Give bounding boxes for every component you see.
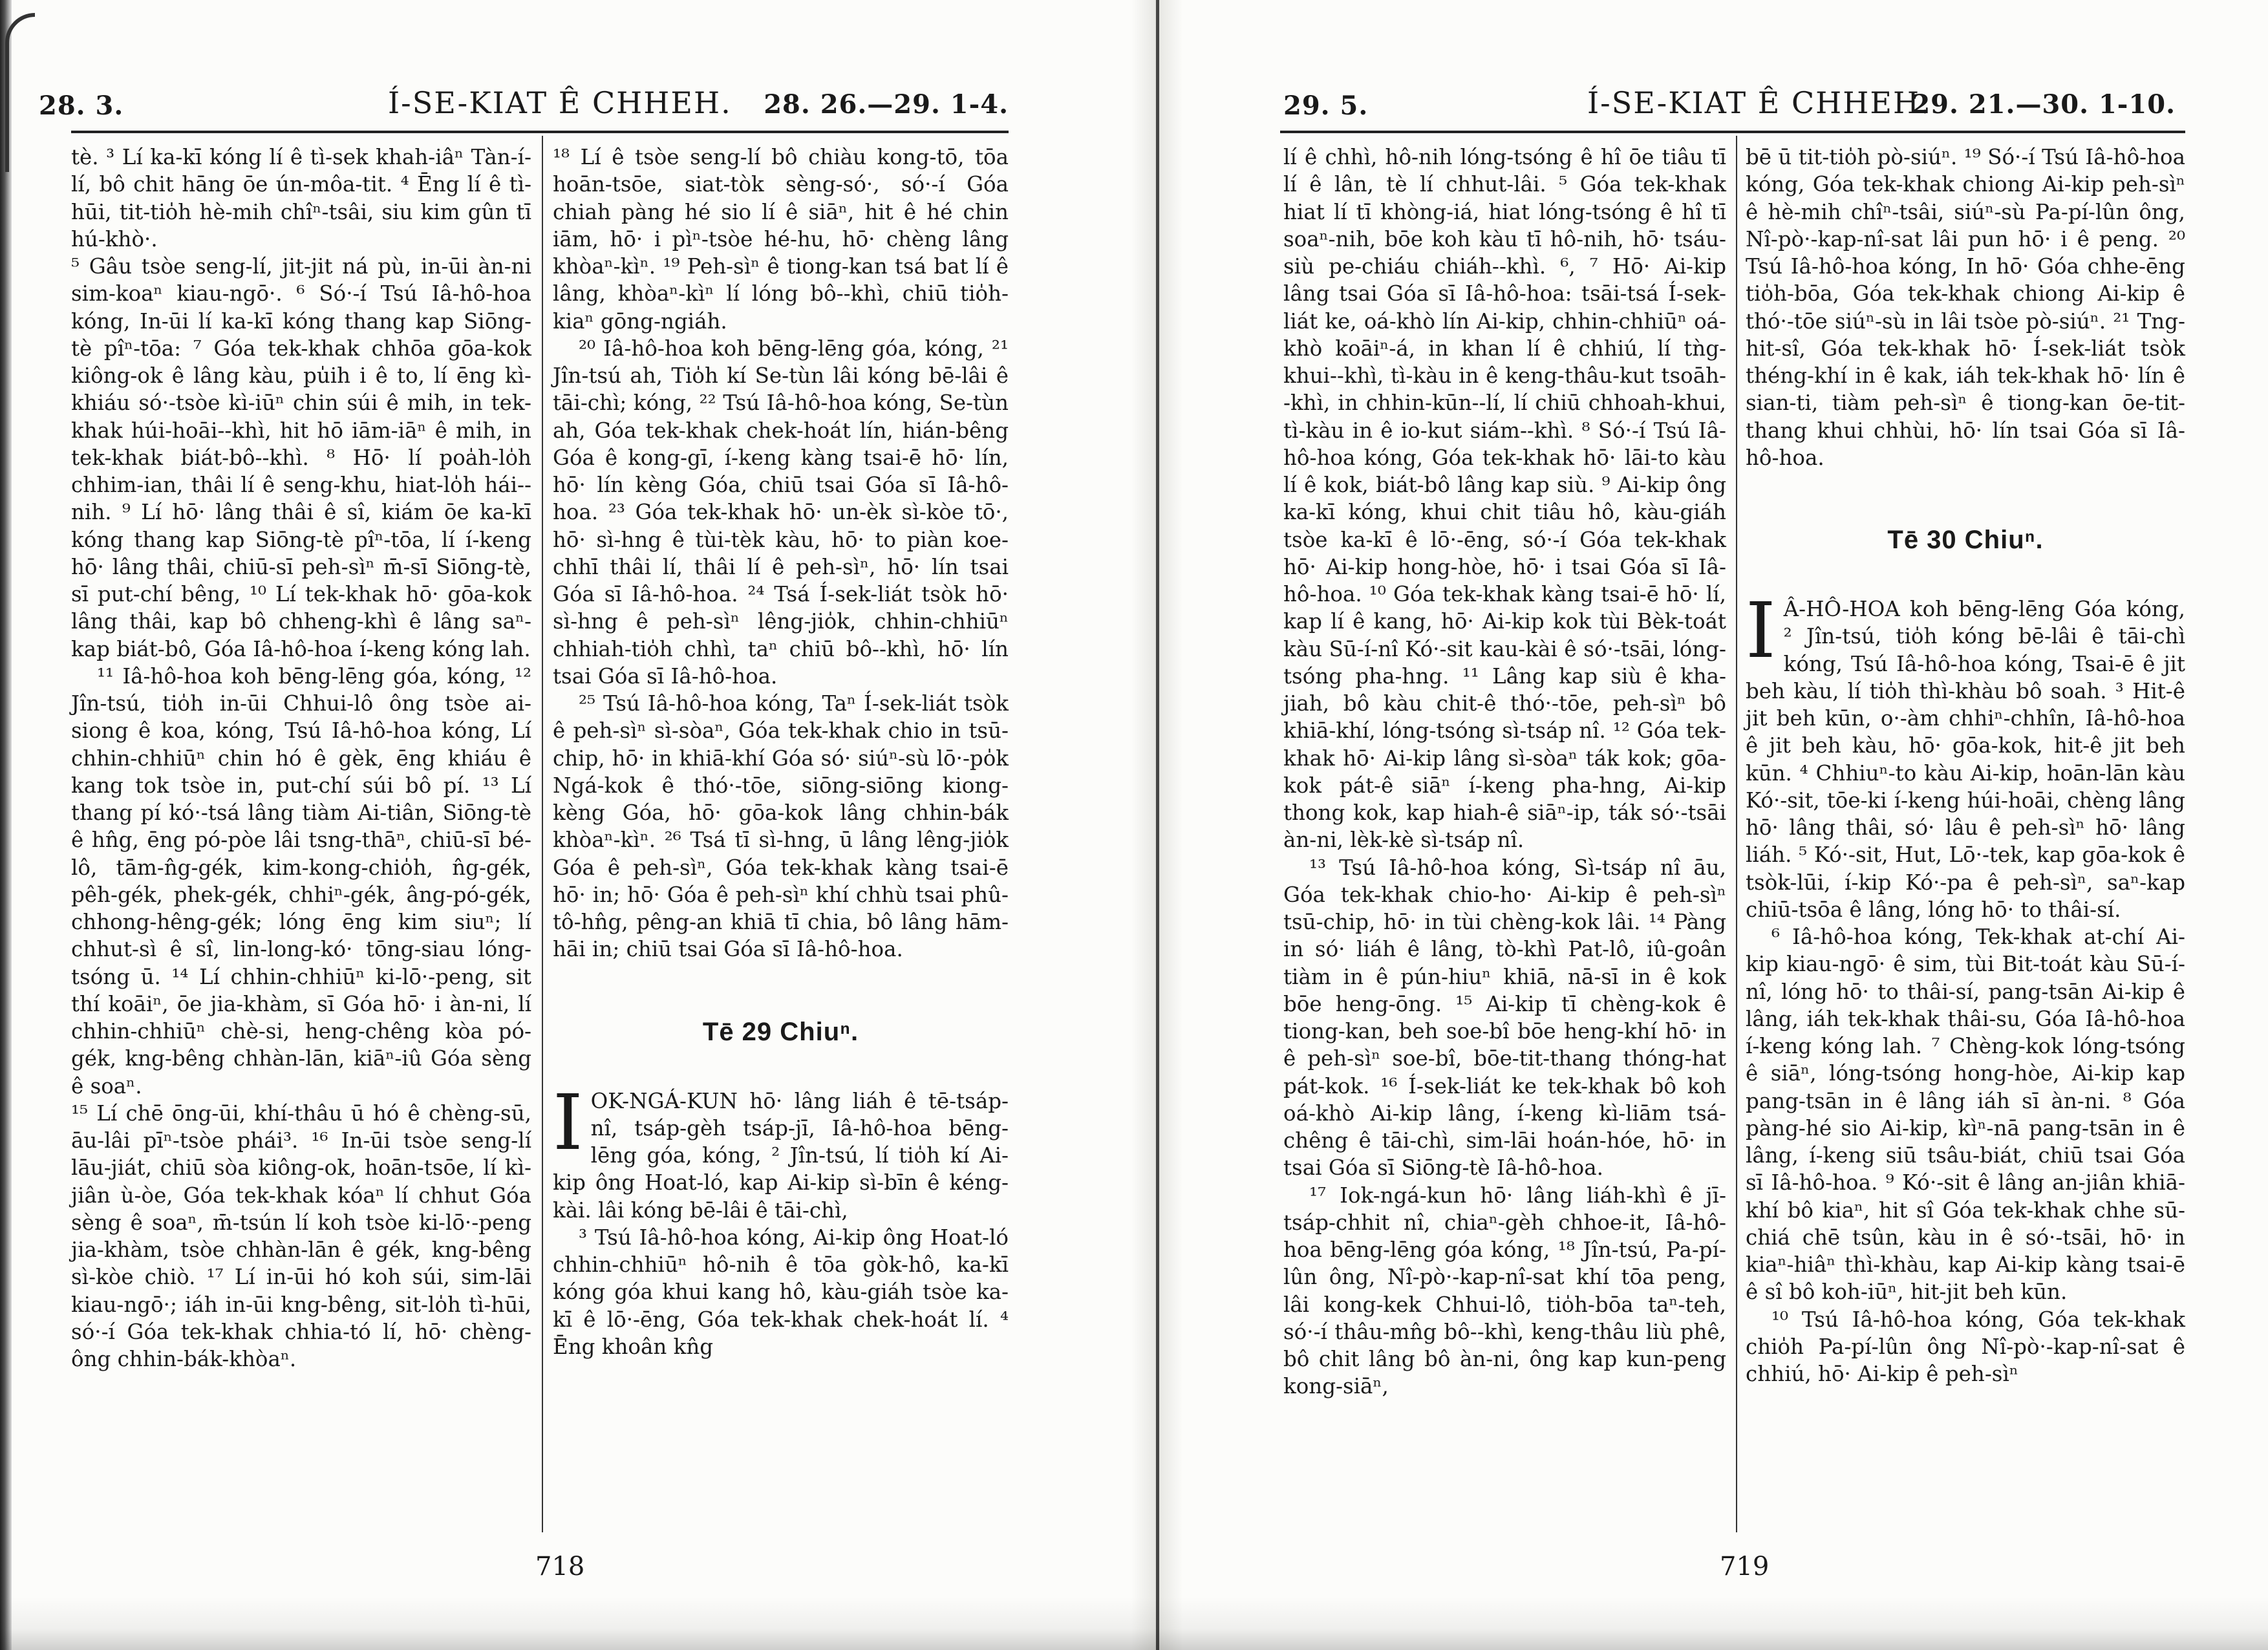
right-header-rule [1280,131,2185,133]
left-header-rule [71,131,1009,133]
verse-paragraph: Â-HÔ-HOA koh bēng-lēng Góa kóng, ² Jîn-tsú, tio̍h kóng bē-lâi ê tāi-chì kóng, Tsú Iâ-hô-hoa kóng, Tsai-ē ê jit beh kàu, lí tio̍h thì-khàu bô soah. ³ Hit-ê jit beh kūn, o·-àm chhiⁿ-chhîn, Iâ-hô-hoa ê jit beh kàu, hō· gōa-kok, hit-ê jit beh kūn. ⁴ Chhiuⁿ-to kàu Ai-kip, hoān-lān kàu Kó·-sit, tōe-ki í-keng húi-hoāi, chèng lâng hō· lâng thâi, só· lâu ê peh-sìⁿ hō· lâng liáh. ⁵ Kó·-sit, Hut, Lō·-tek, kap gōa-kok ê tsòk-lūi, í-kip Kó·-pa ê peh-sìⁿ, saⁿ-kap chiū-tsōa ê lâng, lóng hō· to thâi-sí. [1746,597,2185,922]
right-header-ref-right: 29. 21.—30. 1-10. [1912,89,2176,120]
verse-paragraph: ²⁵ Tsú Iâ-hô-hoa kóng, Taⁿ Í-sek-liát tsòk ê peh-sìⁿ sì-sòaⁿ, Góa tek-khak chio in tsū-chip, hō· in khiā-khí Góa só· siúⁿ-sù lō·-po̍k Ngá-kok ê thó·-tōe, siōng-siōng kiong-kèng Góa, hō· gōa-kok lâng chhin-bák khòaⁿ-kìⁿ. ²⁶ Tsá tī sì-hng, ū lâng lêng-jio̍k Góa ê peh-sìⁿ, Góa tek-khak kàng tsai-ē hō· in; hō· Góa ê peh-sìⁿ khí chhù tsai phû-tô-hn̂g, pêng-an khiā tī chia, bô lâng hām-hāi in; chiū tsai Góa sī Iâ-hô-hoa. [553,691,1009,962]
left-page [0,0,1131,1650]
verse-paragraph: ¹⁸ Lí ê tsòe seng-lí bô chiàu kong-tō, tōa hoān-tsōe, siat-tòk sèng-só·, só·-í Góa chiah pàng hé sio lí ê siāⁿ, hit ê hé chin iām, hō· i pìⁿ-tsòe hé-hu, hō· chèng lâng khòaⁿ-kìⁿ. ¹⁹ Peh-sìⁿ ê tiong-kan tsá bat lí ê lâng, khòaⁿ-kìⁿ lí lóng bô--khì, chiū tio̍h-kiaⁿ gōng-ngiáh. [553,145,1009,334]
verse-paragraph: ⁶ Iâ-hô-hoa kóng, Tek-khak at-chí Ai-kip kiau-ngō· ê sim, tùi Bit-toát kàu Sū-í-nî, lóng hō· to thâi-sí, pang-tsān Ai-kip ê lâng, iáh tek-khak thâi-su, Góa Iâ-hô-hoa í-keng kóng lah. ⁷ Chèng-kok lóng-tsóng ê siāⁿ, lóng-tsóng hong-hòe, Ai-kip kap pang-tsān in ê lâng iáh sī àn-ni. ⁸ Góa pàng-hé sio Ai-kip, kìⁿ-nā pang-tsān in ê lâng, í-keng siū tsâu-biát, chiū tsai Góa sī Iâ-hô-hoa. ⁹ Kó·-sit ê lâng an-jiân khiā-khí bô kiaⁿ, hit sî Góa tek-khak chhe sū-chiá chē tsûn, kàu in ê só·-tsāi, hō· in kiaⁿ-hiâⁿ thì-khàu, kap Ai-kip kàng tsai-ē ê sî bô koh-iūⁿ, hit-jit beh kūn. [1746,925,2185,1305]
verse-paragraph: tè. ³ Lí ka-kī kóng lí ê tì-sek khah-iâⁿ Tàn-í-lí, bô chit hāng ōe ún-môa-tit. ⁴ Ēng lí ê tì-hūi, tit-tio̍h hè-mih chîⁿ-tsâi, siu kim gûn tī hú-khò·. [71,145,531,252]
right-page-header [1283,78,2176,129]
verse-paragraph: lí ê chhì, hô-nih lóng-tsóng ê hî ōe tiâu tī lí ê lân, tè lí chhut-lâi. ⁵ Góa tek-khak hiat lí tī khòng-iá, hiat lóng-tsóng ê hî tī soaⁿ-nih, bōe koh kàu tī hô-nih, hō· tsáu-siù pe-chiáu chiáh--khì. ⁶, ⁷ Hō· Ai-kip lâng tsai Góa sī Iâ-hô-hoa: tsāi-tsá Í-sek-liát ke, oá-khò lín Ai-kip, chhin-chhiūⁿ oá-khò koāiⁿ-á, in khan lí ê chhiú, lí tǹg-khui--khì, tì-kàu in ê keng-thâu-kut tsoāh--khì, in chhin-kūn--lí, lí chiū chhoah-khui, tì-kàu in ê io-kut siám--khì. ⁸ Só·-í Tsú Iâ-hô-hoa kóng, Góa tek-khak hō· lāi-to kàu lí ê kok, biát-bô lâng kap siù. ⁹ Ai-kip ông ka-kī kóng, khui chit tiâu hô, kàu-giáh tsòe ka-kī ê lō·-ēng, só·-í Góa tek-khak hō· Ai-kip hong-hòe, hō· i tsai Góa sī Iâ-hô-hoa. ¹⁰ Góa tek-khak kàng tsai-ē hō· lí, kap lí ê kang, hō· Ai-kip kok tùi Bèk-toát kàu Sū-í-nî Kó·-sit kau-kài ê só·-tsāi, lóng-tsóng pha-hng. ¹¹ Lâng kap siù ê kha-jiah, bô kàu chit-ê thó·-tōe, peh-sìⁿ bô khiā-khí, lóng-tsóng sì-tsáp nî. ¹² Góa tek-khak hō· Ai-kip lâng sì-sòaⁿ ták kok; gōa-kok pát-ê siāⁿ í-keng pha-hng, Ai-kip thong kok, kap hiah-ê siāⁿ-ip, ták só·-tsāi àn-ni, lèk-kè sì-tsáp nî. [1283,145,1726,853]
chapter-29-title: Tē 29 Chiuⁿ. [702,1017,859,1046]
chapter-29-dropcap: I [553,1077,583,1167]
right-column-2 [1746,144,2185,1388]
left-column-2 [553,144,1009,1360]
verse-paragraph: ¹³ Tsú Iâ-hô-hoa kóng, Sì-tsáp nî āu, Góa tek-khak chio-ho· Ai-kip ê peh-sìⁿ tsū-chip, hō· in tùi chèng-kok lâi. ¹⁴ Pàng in só· liáh ê lâng, tò-khì Pat-lô, iû-goân tiàm in ê pún-hiuⁿ khiā, nā-sī in ê kok bōe heng-ōng. ¹⁵ Ai-kip tī chèng-kok ê tiong-kan, beh soe-bî bōe heng-khí hō· in ê peh-sìⁿ soe-bî, bōe-tit-thang thóng-hat pát-kok. ¹⁶ Í-sek-liát ke tek-khak bô koh oá-khò Ai-kip lâng, í-keng kì-liām tsá-chêng ê tāi-chì, sim-lāi hoán-hóe, hō· in tsai Góa sī Siōng-tè Iâ-hô-hoa. [1283,855,1726,1181]
left-page-header [39,78,1009,129]
verse-paragraph: ¹⁰ Tsú Iâ-hô-hoa kóng, Góa tek-khak chio̍h Pa-pí-lûn ông Nî-pò·-kap-nî-sat ê chhiú, hō· Ai-kip ê peh-sìⁿ [1746,1307,2185,1386]
right-header-title: Í-SE-KIAT Ê CHHEH. [1587,85,1931,120]
verse-paragraph: ²⁰ Iâ-hô-hoa koh bēng-lēng góa, kóng, ²¹ Jîn-tsú ah, Tio̍h kí Se-tùn lâi kóng bē-lâi ê tāi-chì; kóng, ²² Tsú Iâ-hô-hoa kóng, Se-tùn ah, Góa tek-khak chek-hoát lín, hián-bêng Góa ê kong-gī, í-keng kàng tsai-ē hō· lín, hō· lín kèng Góa, chiū tsai Góa sī Iâ-hô-hoa. ²³ Góa tek-khak hō· un-èk sì-kòe tō·, hō· sì-hng ê tùi-tèk kàu, hō· to piàn koe-chhī thâi lí, thâi lí ê peh-sìⁿ, hō· lín tsai Góa sī Iâ-hô-hoa. ²⁴ Tsá Í-sek-liát tsòk hō· sì-hng ê peh-sìⁿ lêng-jio̍k, chhin-chhiūⁿ chhiah-tio̍h chhì, taⁿ chiū bô--khì, hō· lín tsai Góa sī Iâ-hô-hoa. [553,336,1009,689]
right-column-1 [1283,144,1726,1400]
verse-paragraph: ³ Tsú Iâ-hô-hoa kóng, Ai-kip ông Hoat-ló chhin-chhiūⁿ hô-nih ê tōa gòk-hô, ka-kī kóng góa khui kang hô, kàu-giáh tsòe ka-kī ê lō·-ēng, Góa tek-khak chek-hoát lí. ⁴ Ēng khoân kn̂g [553,1225,1009,1359]
verse-paragraph: ¹⁷ Iok-ngá-kun hō· lâng liáh-khì ê jī-tsáp-chhit nî, chiaⁿ-gèh chhoe-it, Iâ-hô-hoa bēng-lēng góa kóng, ¹⁸ Jîn-tsú, Pa-pí-lûn ông, Nî-pò·-kap-nî-sat khí tōa peng, lâi kong-kek Chhui-lô, tio̍h-bōa taⁿ-teh, só·-í thâu-mn̂g bô--khì, keng-thâu liù phê, bô chit lâng bô àn-ni, ông kap kun-peng kong-siāⁿ, [1283,1183,1726,1399]
verse-paragraph: ⁵ Gâu tsòe seng-lí, jit-jit ná pù, in-ūi àn-ni sim-koaⁿ kiau-ngō·. ⁶ Só·-í Tsú Iâ-hô-hoa kóng, In-ūi lí ka-kī kóng thang kap Siōng-tè pîⁿ-tōa: ⁷ Góa tek-khak chhōa gōa-kok kiông-ok ê lâng kàu, pu̍ih i ê to, lí ēng kì-khiáu só·-tsòe kì-iūⁿ chin súi ê mi̍h, in tek-khak húi-hoāi--khì, hit hō iām-iāⁿ ê mi̍h, in tek-khak biát-bô--khì. ⁸ Hō· lí poa̍h-lo̍h chhim-ian, thâi lí ê seng-khu, hiat-lo̍h hái--nih. ⁹ Lí hō· lâng thâi ê sî, kiám ōe ka-kī kóng thang kap Siōng-tè pîⁿ-tōa, lí í-keng hō· lâng thâi, chiū-sī peh-sìⁿ m̄-sī Siōng-tè, sī put-chí bêng, ¹⁰ Lí tek-khak hō· gōa-kok lâng thâi, kap bô chheng-khì ê lâng saⁿ-kap biát-bô, Góa Iâ-hô-hoa í-keng kóng lah. [71,254,531,661]
left-column-divider [542,136,543,1532]
right-page [1183,0,2268,1650]
right-column-divider [1736,136,1737,1532]
gutter-binding-line [1156,0,1159,1650]
verse-paragraph: ¹¹ Iâ-hô-hoa koh bēng-lēng góa, kóng, ¹² Jîn-tsú, tio̍h in-ūi Chhui-lô ông tsòe ai-siong ê koa, kóng, Tsú Iâ-hô-hoa kóng, Lí chhin-chhiūⁿ chin hó ê gèk, ēng khiáu ê kang tok tsòe in, put-chí súi bô pí. ¹³ Lí thang pí kó·-tsá lâng tiàm Ai-tiân, Siōng-tè ê hn̂g, ēng pó-pòe lâi tsng-thāⁿ, chiū-sī bé-lô, tām-n̂g-gék, kim-kong-chio̍h, n̂g-gék, pêh-gék, phek-gék, chhiⁿ-gék, âng-pó-gék, chhong-hêng-gék; lóng ēng kim siuⁿ; lí chhut-sì ê sî, lin-long-kó· tōng-siau lóng-tsóng ū. ¹⁴ Lí chhin-chhiūⁿ ki-lō·-peng, sit thí koāiⁿ, ōe jia-khàm, sī Góa hō· i àn-ni, lí chhin-chhiūⁿ chè-si, heng-chêng kòa pó-gék, kng-bêng chhàn-lān, kiāⁿ-iû Góa sèng ê soaⁿ. [71,663,531,1098]
right-page-number: 719 [1720,1552,1770,1581]
verse-paragraph: OK-NGÁ-KUN hō· lâng liáh ê tē-tsáp-nî, tsáp-gèh tsáp-jī, Iâ-hô-hoa bēng-lēng góa, kóng, ² Jîn-tsú, lí tio̍h kí Ai-kip ông Hoat-ló, kap Ai-kip sì-bīn ê kéng-kài. lâi kóng bē-lâi ê tāi-chì, [553,1088,1009,1223]
chapter-30-dropcap: I [1746,586,1776,675]
left-column-1 [71,144,531,1373]
left-header-ref-left: 28. 3. [39,91,124,121]
right-header-ref-left: 29. 5. [1283,91,1369,121]
verse-paragraph: ¹⁵ Lí chē ōng-ūi, khí-thâu ū hó ê chèng-sū, āu-lâi pīⁿ-tsòe phái³. ¹⁶ In-ūi tsòe seng-lí lāu-jiát, chiū sòa kiông-ok, hoān-tsōe, lí kì-jiân ù-òe, Góa tek-khak kóaⁿ lí chhut Góa sèng ê soaⁿ, m̄-tsún lí koh tsòe ki-lō·-peng jia-khàm, tsòe chhàn-lān ê gék, kng-bêng sì-kòe chiò. ¹⁷ Lí in-ūi hó koh súi, sim-lāi kiau-ngō·; iáh in-ūi kng-bêng, sit-lo̍h tì-hūi, só·-í Góa tek-khak chhia-tó lí, hō· chèng-ông chhin-bák-khòaⁿ. [71,1100,531,1371]
left-header-title: Í-SE-KIAT Ê CHHEH. [388,85,732,120]
chapter-30-title: Tē 30 Chiuⁿ. [1887,526,2044,554]
verse-paragraph: bē ū tit-tio̍h pò-siúⁿ. ¹⁹ Só·-í Tsú Iâ-hô-hoa kóng, Góa tek-khak chiong Ai-kip peh-sìⁿ ê hè-mih chîⁿ-tsâi, siúⁿ-sù Pa-pí-lûn ông, Nî-pò·-kap-nî-sat lâi pun hō· i ê peng. ²⁰ Tsú Iâ-hô-hoa kóng, In hō· Góa chhe-ēng tio̍h-bōa, Góa tek-khak chiong Ai-kip ê thó·-tōe siúⁿ-sù in lâi tsòe pò-siúⁿ. ²¹ Tng-hit-sî, Góa tek-khak hō· Í-sek-liát tsòk théng-khí in ê kak, iáh tek-khak hō· lín ê sian-ti, tiàm peh-sìⁿ ê tiong-kan ōe-tit-thang khui chhùi, hō· lín tsai Góa sī Iâ-hô-hoa. [1746,145,2185,470]
left-header-ref-right: 28. 26.—29. 1-4. [764,89,1009,120]
left-page-number: 718 [535,1552,585,1581]
